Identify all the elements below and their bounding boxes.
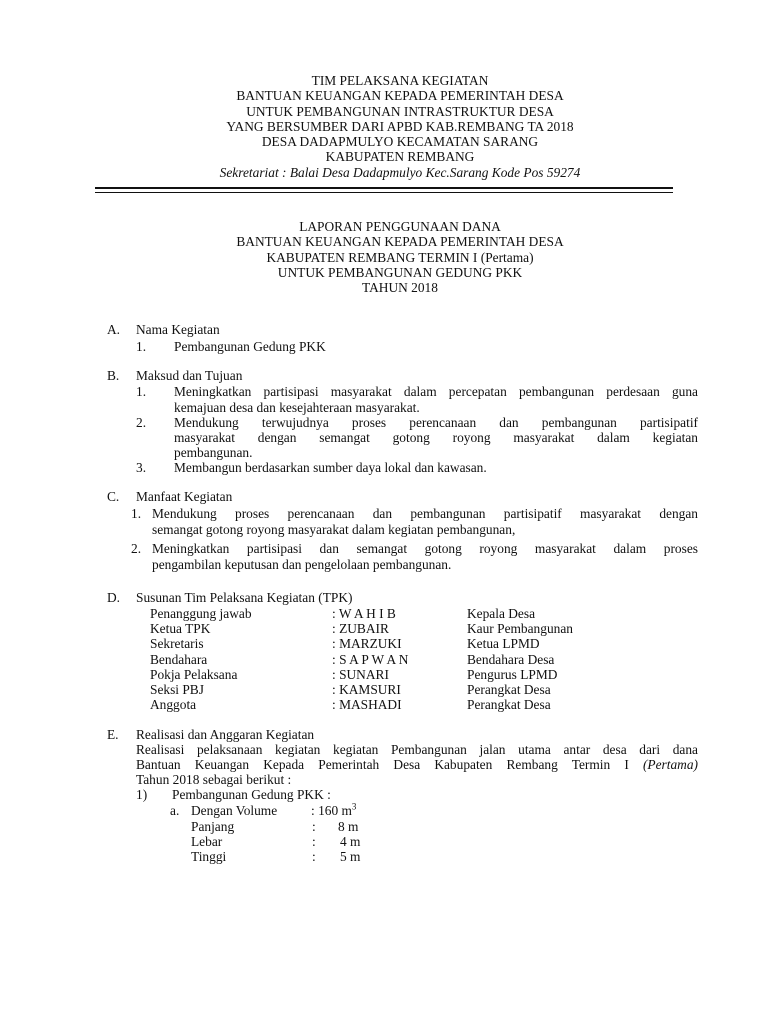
- section-b-item-1-num: 1.: [136, 384, 147, 399]
- dimension-length-value: 8 m: [338, 819, 359, 834]
- section-e-item-1-text: Pembangunan Gedung PKK :: [172, 787, 331, 802]
- section-c-item-1-line-1: Mendukung proses perencanaan dan pembangunan partisipatif masyarakat dengan: [152, 506, 698, 521]
- tpk-row-7-position: Perangkat Desa: [467, 697, 551, 712]
- section-c-item-1-line-2: semangat gotong royong masyarakat dalam kegiatan pembangunan,: [152, 522, 516, 537]
- report-title-line-3: KABUPATEN REMBANG TERMIN I (Pertama): [266, 249, 534, 265]
- dimension-length-label: Panjang: [191, 819, 235, 834]
- section-b-item-1-line-2: kemajuan desa dan kesejahteraan masyarakat.: [174, 400, 420, 415]
- tpk-row-4-name: : S A P W A N: [332, 652, 409, 667]
- letterhead-rule-thin: [95, 192, 673, 193]
- tpk-row-5-role: Pokja Pelaksana: [150, 667, 238, 682]
- tpk-row-3-role: Sekretaris: [150, 636, 204, 651]
- section-e-paragraph-line-3: Tahun 2018 sebagai berikut :: [136, 772, 292, 787]
- tpk-row-7-role: Anggota: [150, 697, 197, 712]
- section-d-heading: Susunan Tim Pelaksana Kegiatan (TPK): [136, 590, 353, 605]
- dimension-width-colon: :: [312, 834, 316, 849]
- section-e-paragraph-line-2-text: Bantuan Keuangan Kepada Pemerintah Desa Kabupaten Rembang Termin I: [136, 757, 643, 772]
- report-title-line-5: TAHUN 2018: [362, 280, 438, 296]
- letterhead-line-4: YANG BERSUMBER DARI APBD KAB.REMBANG TA 2018: [226, 118, 574, 134]
- section-a-item-1-text: Pembangunan Gedung PKK: [174, 339, 326, 354]
- tpk-row-5-name: : SUNARI: [332, 667, 389, 682]
- section-c-item-2-line-2: pengambilan keputusan dan pengelolaan pembangunan.: [152, 557, 452, 572]
- section-e-heading: Realisasi dan Anggaran Kegiatan: [136, 727, 315, 742]
- volume-sub-letter: a.: [170, 803, 180, 818]
- tpk-row-3-name: : MARZUKI: [332, 636, 402, 651]
- section-b-heading: Maksud dan Tujuan: [136, 368, 243, 383]
- report-title-line-2: BANTUAN KEUANGAN KEPADA PEMERINTAH DESA: [236, 234, 564, 250]
- tpk-row-1-role: Penanggung jawab: [150, 606, 252, 621]
- section-b-item-2-line-1: Mendukung terwujudnya proses perencanaan dan pembangunan partisipatif: [174, 415, 698, 430]
- volume-value: [311, 803, 356, 818]
- letterhead-line-3: UNTUK PEMBANGUNAN INTRASTRUKTUR DESA: [246, 103, 554, 119]
- volume-label: Dengan Volume: [191, 803, 278, 818]
- dimension-height-value: 5 m: [340, 849, 361, 864]
- section-b-item-3-line-1: Membangun berdasarkan sumber daya lokal dan kawasan.: [174, 460, 487, 475]
- dimension-length-colon: :: [312, 819, 316, 834]
- section-b-item-2-num: 2.: [136, 415, 147, 430]
- section-e-paragraph-line-2-italic: (Pertama): [642, 757, 698, 772]
- letterhead: [100, 73, 700, 180]
- tpk-row-5-position: Pengurus LPMD: [467, 667, 558, 682]
- section-c-item-2-line-1: Meningkatkan partisipasi dan semangat gotong royong masyarakat dalam proses: [152, 541, 698, 556]
- dimension-height-colon: :: [312, 849, 316, 864]
- volume-value-text: : 160 m: [311, 803, 352, 818]
- tpk-row-4-position: Bendahara Desa: [467, 652, 555, 667]
- tpk-row-2-position: Kaur Pembangunan: [467, 621, 573, 636]
- tpk-row-2-name: : ZUBAIR: [332, 621, 389, 636]
- section-c-letter: C.: [107, 489, 120, 504]
- section-c-item-1-num: 1.: [131, 506, 142, 521]
- section-b-item-2-line-2: masyarakat dengan semangat gotong royong masyarakat dalam kegiatan: [174, 430, 698, 445]
- section-e-paragraph-line-1: Realisasi pelaksanaan kegiatan kegiatan Pembangunan jalan utama antar desa dari dana: [136, 742, 698, 757]
- report-title-line-1: LAPORAN PENGGUNAAN DANA: [299, 219, 501, 234]
- report-title: [100, 219, 700, 295]
- dimension-height-label: Tinggi: [191, 849, 227, 864]
- tpk-row-6-name: : KAMSURI: [332, 682, 401, 697]
- dimension-width-value: 4 m: [340, 834, 361, 849]
- tpk-row-6-role: Seksi PBJ: [150, 682, 204, 697]
- section-b-letter: B.: [107, 368, 120, 383]
- report-title-line-4: UNTUK PEMBANGUNAN GEDUNG PKK: [277, 264, 523, 280]
- section-a-item-1-num: 1.: [136, 339, 147, 354]
- section-a-letter: A.: [107, 322, 121, 337]
- letterhead-line-2: BANTUAN KEUANGAN KEPADA PEMERINTAH DESA: [236, 88, 564, 104]
- tpk-row-2-role: Ketua TPK: [150, 621, 211, 636]
- section-e-paragraph-line-2: [136, 757, 698, 772]
- section-b-item-3-num: 3.: [136, 460, 147, 475]
- section-c-heading: Manfaat Kegiatan: [136, 489, 233, 504]
- secretariat-address: Sekretariat : Balai Desa Dadapmulyo Kec.Sarang Kode Pos 59274: [219, 164, 581, 180]
- tpk-row-3-position: Ketua LPMD: [467, 636, 540, 651]
- letterhead-line-6: KABUPATEN REMBANG: [325, 149, 475, 165]
- section-b-item-2-line-3: pembangunan.: [174, 445, 253, 460]
- section-c-item-2-num: 2.: [131, 541, 142, 556]
- letterhead-line-5: DESA DADAPMULYO KECAMATAN SARANG: [261, 134, 539, 150]
- tpk-row-1-position: Kepala Desa: [467, 606, 536, 621]
- section-a-heading: Nama Kegiatan: [136, 322, 220, 337]
- tpk-row-1-name: : W A H I B: [332, 606, 396, 621]
- section-e-item-1-num: 1): [136, 787, 148, 802]
- letterhead-line-1: TIM PELAKSANA KEGIATAN: [311, 73, 489, 88]
- tpk-row-7-name: : MASHADI: [332, 697, 402, 712]
- tpk-row-6-position: Perangkat Desa: [467, 682, 551, 697]
- volume-unit-superscript: 3: [351, 801, 357, 812]
- letterhead-rule-thick: [95, 187, 673, 189]
- section-e-letter: E.: [107, 727, 119, 742]
- tpk-row-4-role: Bendahara: [150, 652, 208, 667]
- section-d-letter: D.: [107, 590, 121, 605]
- dimension-width-label: Lebar: [191, 834, 223, 849]
- section-b-item-1-line-1: Meningkatkan partisipasi masyarakat dalam percepatan pembangunan perdesaan guna: [174, 384, 698, 399]
